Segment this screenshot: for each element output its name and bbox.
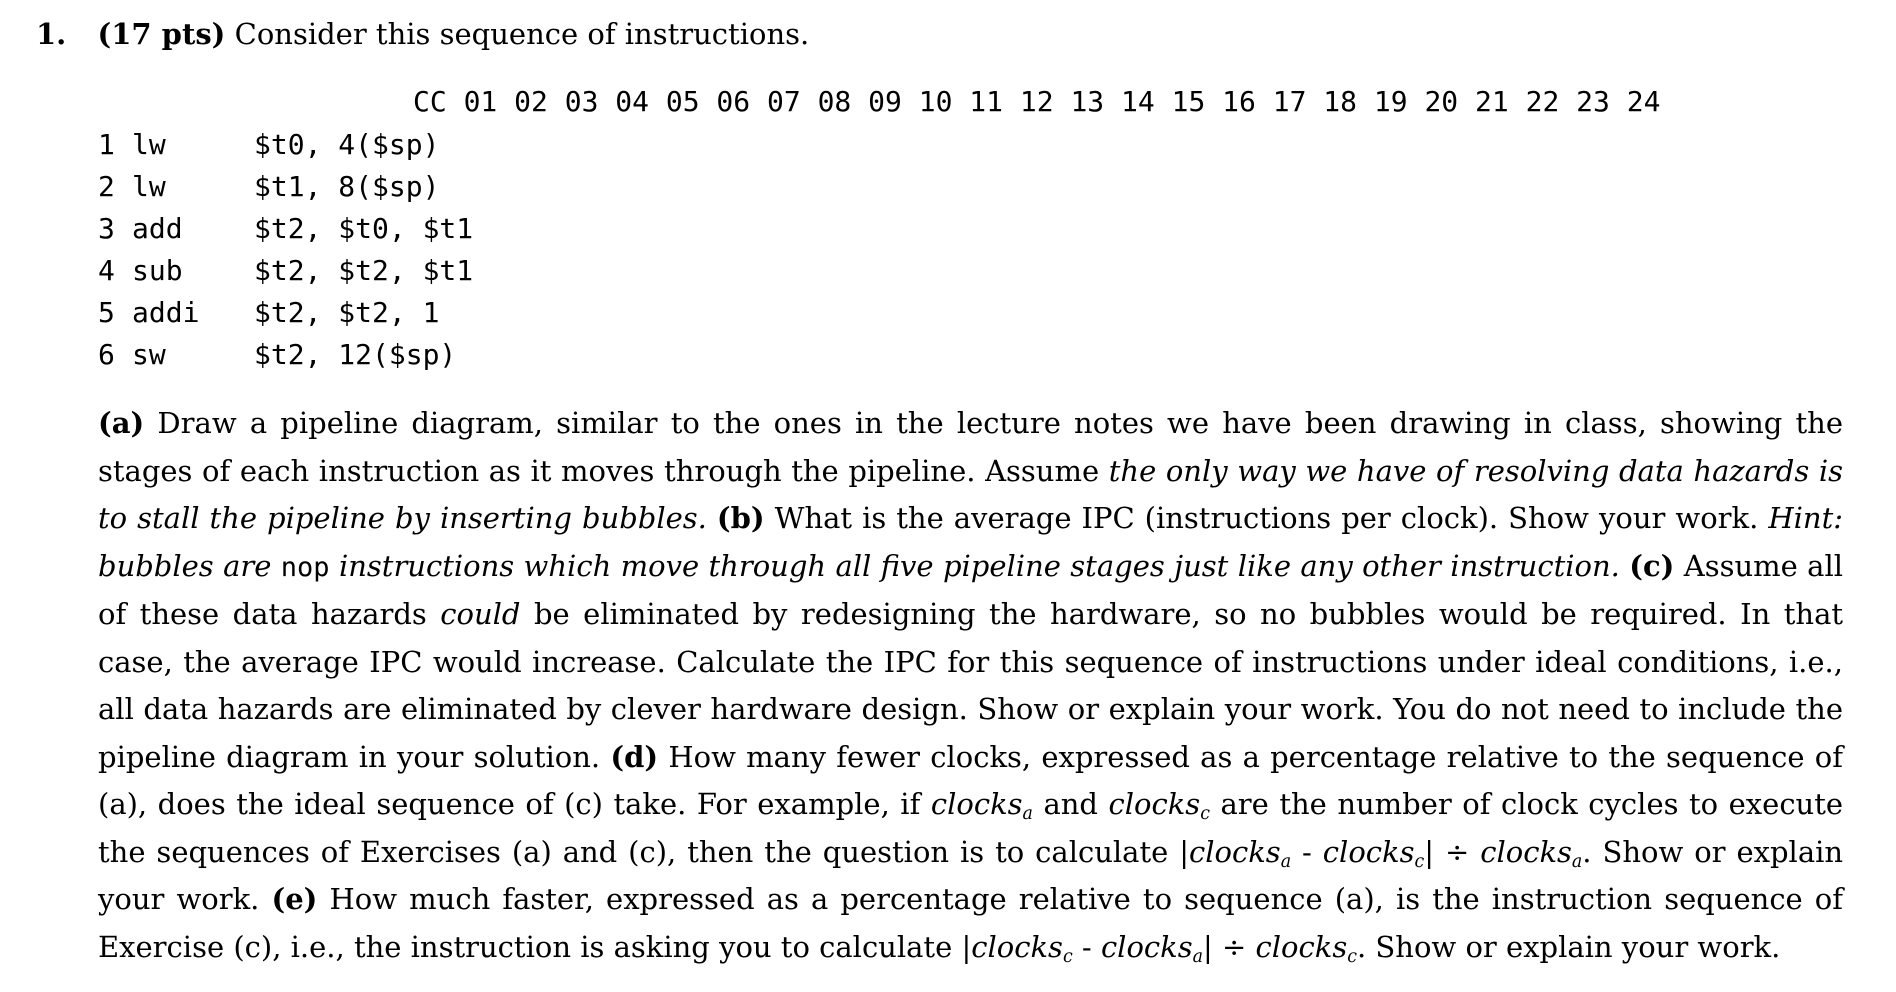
- part-c-label: (c): [1629, 548, 1675, 583]
- abs-bar: |: [1179, 834, 1190, 869]
- subscript-c: c: [1347, 946, 1357, 967]
- part-d-text-2: are the number of clock cycles to execute the sequences of Exercises (a) and (c), then the question is to calculate: [98, 787, 1844, 869]
- part-e-label: (e): [271, 882, 318, 916]
- subscript-a: a: [1192, 946, 1203, 967]
- problem-points: (17 pts): [97, 17, 226, 51]
- instruction-operands: $t2, $t2, 1: [254, 296, 440, 329]
- part-b-hint-rest: instructions which move through all five pipeline stages just like any other instruction.: [338, 548, 1620, 583]
- part-a-assumption: the only way we have of resolving data hazards is to stall the pipeline by inserting bubbles.: [98, 453, 1843, 535]
- subscript-a: a: [1280, 851, 1292, 872]
- instruction-opcode: sub: [132, 254, 183, 287]
- instruction-opcode: lw: [132, 170, 166, 203]
- subscript-c: c: [1062, 946, 1073, 967]
- instruction-opcode: sw: [132, 338, 166, 371]
- formula-d: [1179, 834, 1583, 872]
- clocks-word: clocks: [1100, 929, 1193, 964]
- divide-sign: ÷: [1444, 834, 1470, 869]
- minus-sign: -: [1302, 834, 1312, 869]
- clocks-word: clocks: [1480, 834, 1572, 869]
- clocks-word: clocks: [1322, 834, 1415, 869]
- instruction-listing: [98, 124, 473, 376]
- abs-bar: |: [961, 929, 972, 964]
- instruction-opcode: addi: [132, 296, 200, 329]
- problem-number: 1.: [36, 17, 67, 51]
- subscript-a: a: [1022, 804, 1033, 824]
- instruction-line: [98, 334, 473, 376]
- part-b-label: (b): [716, 501, 765, 535]
- formula-e: [961, 929, 1357, 967]
- divide-sign: ÷: [1222, 929, 1247, 964]
- instruction-line: [98, 208, 473, 250]
- subscript-a: a: [1571, 851, 1583, 872]
- clocks-a-term: [930, 787, 1033, 824]
- subscript-c: c: [1414, 851, 1425, 872]
- instruction-line: [98, 166, 473, 208]
- instruction-number: 4: [98, 254, 115, 287]
- abs-bar: |: [1424, 834, 1435, 869]
- part-b-hint: Hint: bubbles are: [98, 501, 1843, 583]
- part-e-text-2: . Show or explain your work.: [1356, 929, 1781, 964]
- subscript-c: c: [1200, 804, 1210, 824]
- clock-cycle-header: CC 01 02 03 04 05 06 07 08 09 10 11 12 13 14 15 16 17 18 19 20 21 22 23 24: [413, 85, 1661, 118]
- abs-bar: |: [1203, 929, 1213, 964]
- instruction-number: 2: [98, 170, 115, 203]
- instruction-line: [98, 292, 473, 334]
- part-b-text: What is the average IPC (instructions per clock). Show your work.: [774, 501, 1759, 535]
- instruction-operands: $t2, 12($sp): [254, 338, 457, 371]
- part-c-text-rest: be eliminated by redesigning the hardware, so no bubbles would be required. In that case, the average IPC would increase. Calculate the IPC for this sequence of instructions under ideal conditions, i.e., all data hazards are eliminated by clever hardware design. Show or explain your work. You do not need to include the pipeline diagram in your solution.: [98, 597, 1844, 774]
- clocks-word: clocks: [930, 787, 1023, 821]
- instruction-line: [98, 124, 473, 166]
- instruction-number: 3: [98, 212, 115, 245]
- instruction-opcode: lw: [132, 128, 166, 161]
- part-c-emphasis: could: [440, 597, 521, 631]
- problem-header: [36, 12, 809, 56]
- clocks-word: clocks: [971, 929, 1063, 964]
- question-paragraph: [98, 400, 1843, 971]
- instruction-number: 1: [98, 128, 115, 161]
- instruction-operands: $t2, $t0, $t1: [254, 212, 474, 245]
- clocks-c-term: [1108, 787, 1210, 824]
- part-e-text: How much faster, expressed as a percentage relative to sequence (a), is the instruction sequence of Exercise (c), i.e., the instruction is asking you to calculate: [98, 882, 1843, 964]
- instruction-opcode: add: [132, 212, 183, 245]
- clocks-word: clocks: [1108, 787, 1201, 821]
- part-a-text: Draw a pipeline diagram, similar to the ones in the lecture notes we have been drawing in class, showing the stages of each instruction as it moves through the pipeline. Assume: [98, 406, 1843, 488]
- instruction-number: 5: [98, 296, 115, 329]
- part-a-label: (a): [98, 406, 145, 440]
- instruction-operands: $t2, $t2, $t1: [254, 254, 474, 287]
- instruction-number: 6: [98, 338, 115, 371]
- part-d-text: How many fewer clocks, expressed as a percentage relative to the sequence of (a), does the ideal sequence of (c) take. For example, if: [98, 739, 1844, 821]
- instruction-line: [98, 250, 473, 292]
- clocks-word: clocks: [1255, 929, 1348, 964]
- problem-intro: Consider this sequence of instructions.: [234, 17, 810, 51]
- and-word: and: [1043, 787, 1098, 821]
- clocks-word: clocks: [1189, 834, 1281, 869]
- nop-keyword: nop: [280, 551, 330, 583]
- part-d-label: (d): [610, 739, 659, 774]
- instruction-operands: $t1, 8($sp): [254, 170, 440, 203]
- minus-sign: -: [1081, 929, 1092, 964]
- part-c-text: Assume all of these data hazards: [98, 548, 1844, 631]
- part-d-text-3: . Show or explain your work.: [98, 834, 1844, 916]
- instruction-operands: $t0, 4($sp): [254, 128, 440, 161]
